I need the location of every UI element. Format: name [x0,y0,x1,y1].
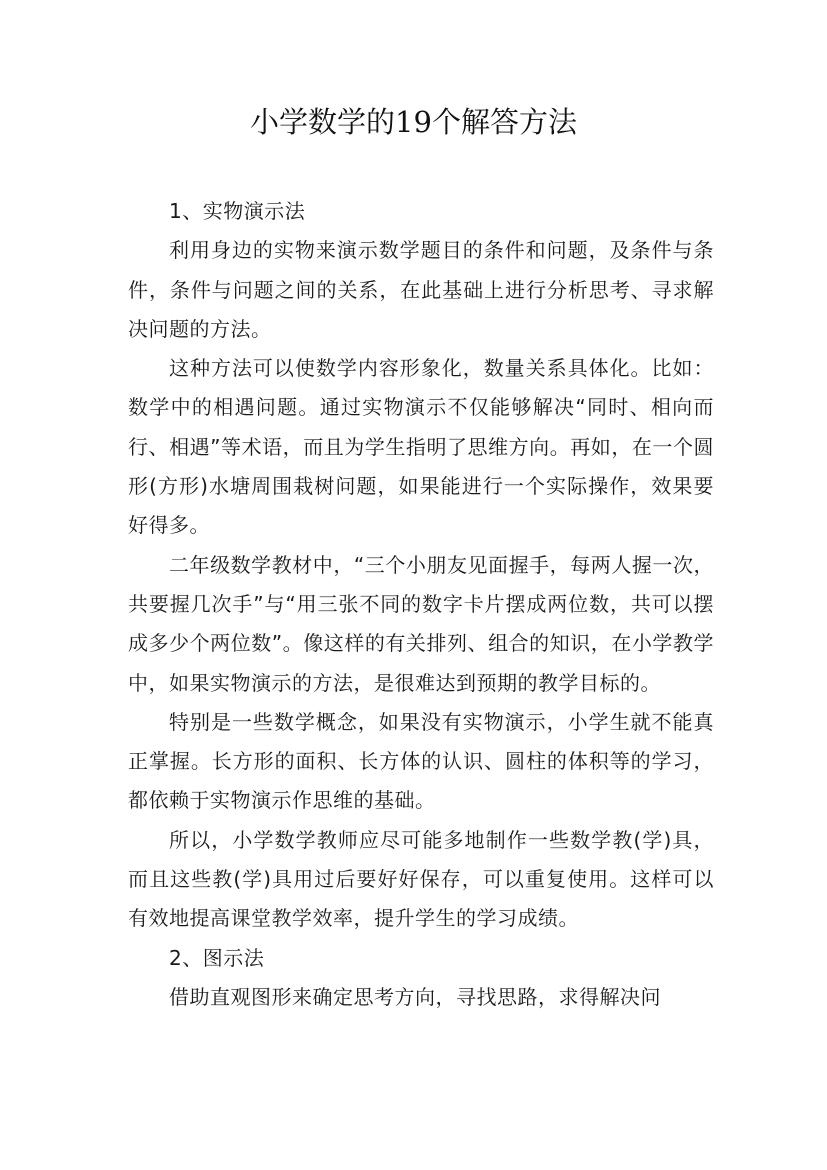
document-body [128,192,714,1017]
paragraph: 利用身边的实物来演示数学题目的条件和问题，及条件与条件，条件与问题之间的关系，在此基础上进行分析思考、寻求解决问题的方法。 [128,238,714,341]
paragraph: 这种方法可以使数学内容形象化，数量关系具体化。比如：数学中的相遇问题。通过实物演示不仅能够解决“同时、相向而行、相遇”等术语，而且为学生指明了思维方向。再如，在一个圆形(方形)水塘周围栽树问题，如果能进行一个实际操作，效果要好得多。 [128,356,714,538]
document-title: 小学数学的19个解答方法 [250,105,577,139]
paragraph: 特别是一些数学概念，如果没有实物演示，小学生就不能真正掌握。长方形的面积、长方体的认识、圆柱的体积等的学习，都依赖于实物演示作思维的基础。 [128,709,714,813]
paragraph: 所以，小学数学教师应尽可能多地制作一些数学教(学)具，而且这些教(学)具用过后要好好保存，可以重复使用。这样可以有效地提高课堂教学效率，提升学生的学习成绩。 [128,827,714,931]
section-1 [128,192,714,939]
section-heading: 1、实物演示法 [169,199,306,223]
section-2 [128,939,714,1018]
section-heading: 2、图示法 [169,945,265,970]
paragraph: 二年级数学教材中，“三个小朋友见面握手，每两人握一次，共要握几次手”与“用三张不同的数字卡片摆成两位数，共可以摆成多少个两位数”。像这样的有关排列、组合的知识，在小学教学中，如果实物演示的方法，是很难达到预期的教学目标的。 [128,552,714,695]
paragraph: 借助直观图形来确定思考方向，寻找思路，求得解决问 [169,984,661,1009]
